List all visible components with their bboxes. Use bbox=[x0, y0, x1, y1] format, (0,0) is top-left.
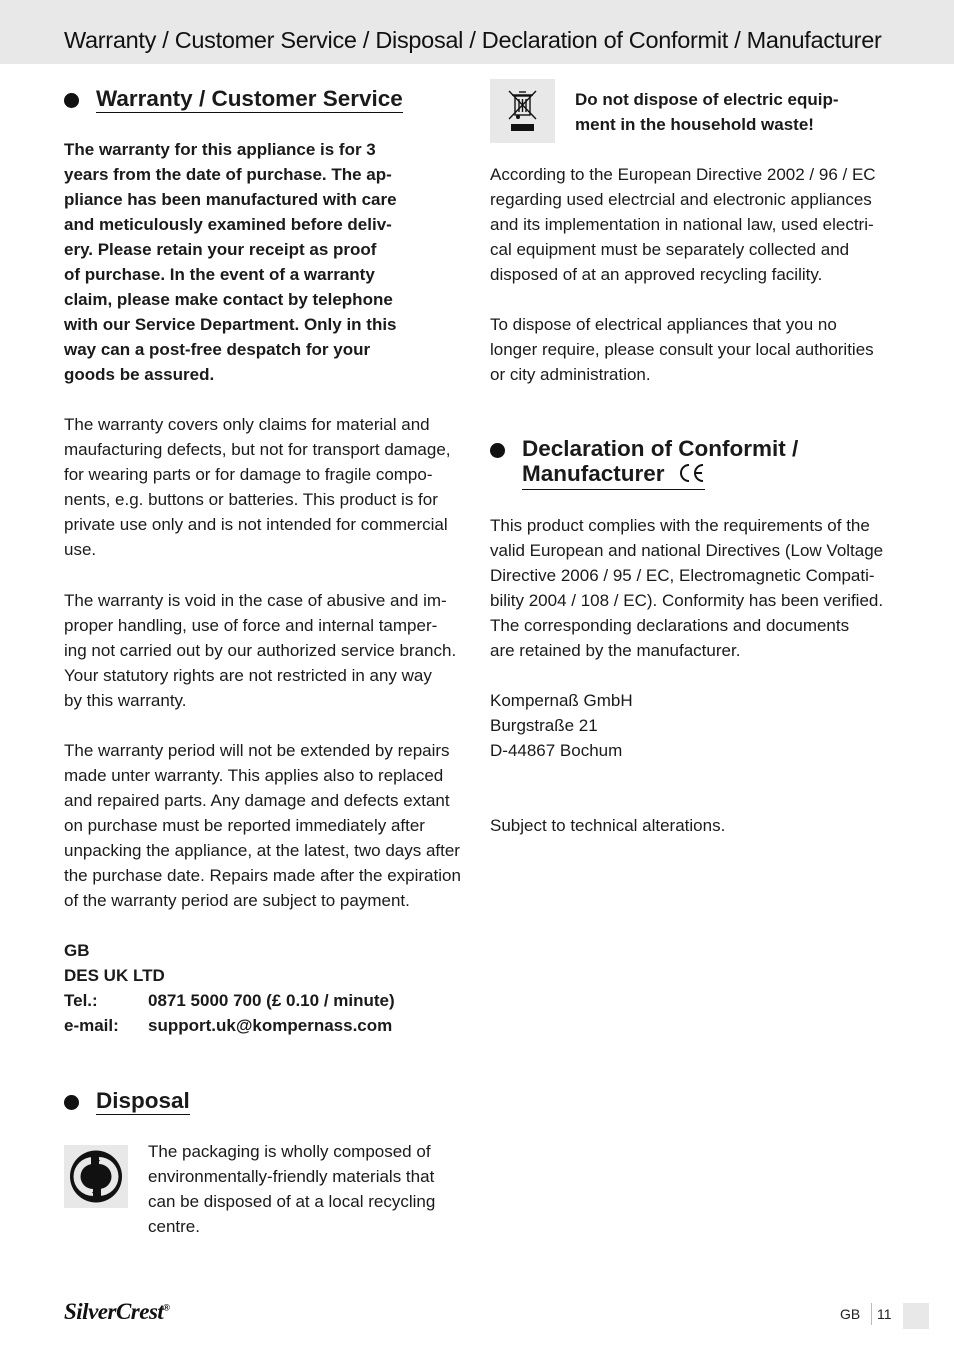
text-line: years from the date of purchase. The ap- bbox=[64, 165, 392, 184]
declaration-heading-line1: Declaration of Conformit / bbox=[522, 436, 799, 461]
header-bar bbox=[0, 0, 954, 64]
text-line: and its implementation in national law, used electri- bbox=[490, 215, 874, 234]
text-line: of the warranty period are subject to payment. bbox=[64, 891, 410, 910]
weee-warning bbox=[575, 87, 905, 137]
text-line: The warranty is void in the case of abusive and im- bbox=[64, 591, 447, 610]
warranty-intro bbox=[64, 137, 464, 387]
email-value[interactable]: support.uk@kompernass.com bbox=[148, 1016, 393, 1035]
heading-bullet bbox=[64, 1095, 79, 1110]
text-line: According to the European Directive 2002 / 96 / EC bbox=[490, 165, 876, 184]
text-line: claim, please make contact by telephone bbox=[64, 290, 393, 309]
text-line: cal equipment must be separately collected and bbox=[490, 240, 850, 259]
text-line: centre. bbox=[148, 1217, 200, 1236]
text-line: Do not dispose of electric equip- bbox=[575, 90, 839, 109]
packaging-paragraph bbox=[148, 1139, 468, 1239]
text-line: unpacking the appliance, at the latest, two days after bbox=[64, 841, 460, 860]
address-line: D-44867 Bochum bbox=[490, 741, 623, 760]
declaration-heading bbox=[490, 436, 798, 490]
text-line: on purchase must be reported immediately after bbox=[64, 816, 425, 835]
text-line: maufacturing defects, but not for transport damage, bbox=[64, 440, 451, 459]
text-line: use. bbox=[64, 540, 97, 559]
declaration-heading-line2-wrap bbox=[522, 461, 705, 490]
manufacturer-address bbox=[490, 688, 890, 763]
heading-bullet bbox=[64, 93, 79, 108]
contact-country: GB bbox=[64, 941, 90, 960]
silvercrest-logo bbox=[64, 1299, 169, 1325]
compliance-paragraph bbox=[490, 513, 890, 663]
directive-paragraph bbox=[490, 162, 890, 287]
text-line: valid European and national Directives (Low Voltage bbox=[490, 541, 884, 560]
warranty-period-paragraph bbox=[64, 738, 464, 913]
text-line: The packaging is wholly composed of bbox=[148, 1142, 431, 1161]
footer-divider bbox=[871, 1303, 872, 1325]
text-line: environmentally-friendly materials that bbox=[148, 1167, 435, 1186]
text-line: and meticulously examined before deliv- bbox=[64, 215, 392, 234]
warranty-heading bbox=[64, 86, 403, 113]
contact-company: DES UK LTD bbox=[64, 966, 165, 985]
text-line: made unter warranty. This applies also to replaced bbox=[64, 766, 444, 785]
text-line: by this warranty. bbox=[64, 691, 187, 710]
text-line: Your statutory rights are not restricted in any way bbox=[64, 666, 432, 685]
alterations-note bbox=[490, 813, 890, 838]
registered-mark: ® bbox=[163, 1302, 170, 1313]
page-number: 11 bbox=[877, 1306, 892, 1322]
text-line: regarding used electrcial and electronic appliances bbox=[490, 190, 872, 209]
text-line: are retained by the manufacturer. bbox=[490, 641, 741, 660]
text-line: goods be assured. bbox=[64, 365, 215, 384]
contact-phone-row bbox=[64, 988, 395, 1013]
crossed-out-wheelie-bin-icon bbox=[490, 79, 555, 143]
text-line: pliance has been manufactured with care bbox=[64, 190, 397, 209]
text-line: the purchase date. Repairs made after the expiration bbox=[64, 866, 461, 885]
text-line: ery. Please retain your receipt as proof bbox=[64, 240, 377, 259]
email-label: e-mail: bbox=[64, 1016, 119, 1035]
authorities-paragraph bbox=[490, 312, 890, 387]
text-line: private use only and is not intended for commercial bbox=[64, 515, 448, 534]
text-line: way can a post-free despatch for your bbox=[64, 340, 371, 359]
text-line: bility 2004 / 108 / EC). Conformity has been verified. bbox=[490, 591, 884, 610]
contact-email-row bbox=[64, 1013, 395, 1038]
text-line: ing not carried out by our authorized service branch. bbox=[64, 641, 457, 660]
page-title: Warranty / Customer Service / Disposal / Declaration of Conformit / Manufacturer bbox=[64, 27, 882, 53]
text-line: proper handling, use of force and internal tamper- bbox=[64, 616, 438, 635]
green-dot-recycling-icon bbox=[64, 1145, 128, 1208]
text-line: The corresponding declarations and documents bbox=[490, 616, 850, 635]
disposal-heading-text: Disposal bbox=[96, 1088, 190, 1113]
service-contact bbox=[64, 938, 395, 1038]
text-line: nents, e.g. buttons or batteries. This product is for bbox=[64, 490, 438, 509]
text-line: To dispose of electrical appliances that you no bbox=[490, 315, 837, 334]
phone-label: Tel.: bbox=[64, 991, 98, 1010]
ce-mark-icon bbox=[677, 463, 705, 488]
warranty-heading-text: Warranty / Customer Service bbox=[96, 86, 403, 111]
page-corner-box bbox=[903, 1303, 929, 1329]
text-line: The warranty period will not be extended by repairs bbox=[64, 741, 450, 760]
text-line: for wearing parts or for damage to fragile compo- bbox=[64, 465, 433, 484]
warranty-coverage-paragraph bbox=[64, 412, 464, 562]
heading-bullet bbox=[490, 443, 505, 458]
text-line: ment in the household waste! bbox=[575, 115, 814, 134]
address-line: Burgstraße 21 bbox=[490, 716, 598, 735]
address-line: Kompernaß GmbH bbox=[490, 691, 633, 710]
declaration-heading-line2: Manufacturer bbox=[522, 461, 665, 486]
text-line: This product complies with the requirements of the bbox=[490, 516, 870, 535]
brand-name: SilverCrest bbox=[64, 1299, 164, 1324]
text-line: Directive 2006 / 95 / EC, Electromagnetic Compati- bbox=[490, 566, 875, 585]
text-line: The warranty covers only claims for material and bbox=[64, 415, 430, 434]
text-line: can be disposed of at a local recycling bbox=[148, 1192, 436, 1211]
text-line: and repaired parts. Any damage and defects extant bbox=[64, 791, 450, 810]
text-line: with our Service Department. Only in this bbox=[64, 315, 397, 334]
disposal-heading bbox=[64, 1088, 190, 1115]
text-line: Subject to technical alterations. bbox=[490, 816, 726, 835]
text-line: or city administration. bbox=[490, 365, 651, 384]
footer-country-code: GB bbox=[840, 1306, 861, 1322]
warranty-void-paragraph bbox=[64, 588, 464, 713]
text-line: of purchase. In the event of a warranty bbox=[64, 265, 375, 284]
text-line: longer require, please consult your local authorities bbox=[490, 340, 874, 359]
phone-value[interactable]: 0871 5000 700 (£ 0.10 / minute) bbox=[148, 991, 395, 1010]
text-line: The warranty for this appliance is for 3 bbox=[64, 140, 376, 159]
text-line: disposed of at an approved recycling facility. bbox=[490, 265, 823, 284]
